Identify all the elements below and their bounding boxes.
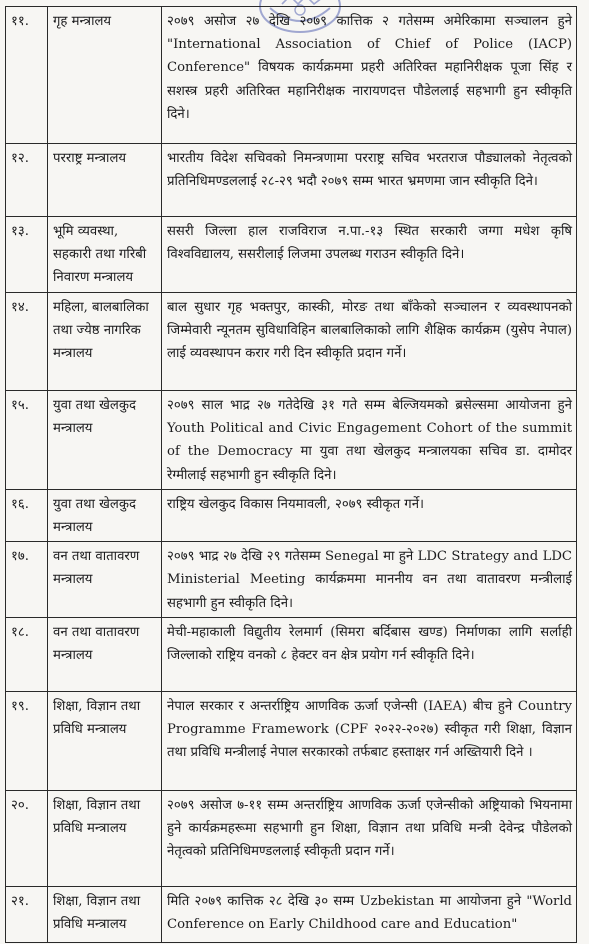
table-row: [6, 542, 577, 618]
table-row: [6, 790, 577, 886]
ministry-cell: वन तथा वातावरण मन्त्रालय: [48, 617, 162, 691]
decision-cell: २०७९ असोज ७-११ सम्म अन्तर्राष्ट्रिय आणविक ऊर्जा एजेन्सीको अष्ट्रियाको भियनामा हुने कार्यक्रमहरूमा सहभागी हुन शिक्षा, विज्ञान तथा प्रविधि मन्त्री देवेन्द्र पौडेलको नेतृत्वको प्रतिनिधिमण्डललाई स्वीकृती प्रदान गर्ने।: [162, 790, 577, 886]
table-row: [6, 489, 577, 541]
decision-cell: राष्ट्रिय खेलकुद विकास नियमावली, २०७९ स्वीकृत गर्ने।: [162, 489, 577, 541]
row-number: १४.: [6, 293, 48, 391]
decision-cell: नेपाल सरकार र अन्तर्राष्ट्रिय आणविक ऊर्जा एजेन्सी (IAEA) बीच हुने Country Programme Framework (CPF २०२२-२०२७) स्वीकृत गरी शिक्षा, विज्ञान तथा प्रविधि मन्त्रीलाई नेपाल सरकारको तर्फबाट हस्ताक्षर गर्न अख्तियारी दिने ।: [162, 691, 577, 790]
table-row: [6, 217, 577, 293]
decision-cell: ससरी जिल्ला हाल राजविराज न.पा.-१३ स्थित सरकारी जग्गा मधेश कृषि विश्वविद्यालय, ससरीलाई लिजमा उपलब्ध गराउन स्वीकृति दिने।: [162, 217, 577, 293]
ministry-cell: वन तथा वातावरण मन्त्रालय: [48, 542, 162, 618]
row-number: १८.: [6, 617, 48, 691]
row-number: १२.: [6, 144, 48, 217]
decision-cell: भारतीय विदेश सचिवको निमन्त्रणामा परराष्ट्र सचिव भरतराज पौड्यालको नेतृत्वको प्रतिनिधिमण्डललाई २८-२९ भदौ २०७९ सम्म भारत भ्रमणमा जान स्वीकृति दिने।: [162, 144, 577, 217]
row-number: १९.: [6, 691, 48, 790]
table-row: [6, 617, 577, 691]
ministry-cell: महिला, बालबालिका तथा ज्येष्ठ नागरिक मन्त्रालय: [48, 293, 162, 391]
decision-cell: मेची-महाकाली विद्युतीय रेलमार्ग (सिमरा बर्दिबास खण्ड) निर्माणका लागि सर्लाही जिल्लाको राष्ट्रिय वनको ८ हेक्टर वन क्षेत्र प्रयोग गर्न स्वीकृति दिने।: [162, 617, 577, 691]
decision-cell: २०७९ साल भाद्र २७ गतेदेखि ३१ गते सम्म बेल्जियमको ब्रसेल्समा आयोजना हुने Youth Political and Civic Engagement Cohort of the summit of the Democracy मा युवा तथा खेलकुद मन्त्रालयका सचिव डा. दामोदर रेग्मीलाई सहभागी हुन स्वीकृति दिने।: [162, 391, 577, 490]
table-row: [6, 144, 577, 217]
decision-cell: २०७९ भाद्र २७ देखि २९ गतेसम्म Senegal मा हुने LDC Strategy and LDC Ministerial Meeting कार्यक्रममा माननीय वन तथा वातावरण मन्त्रीलाई सहभागी हुन स्वीकृति दिने।: [162, 542, 577, 618]
ministry-cell: युवा तथा खेलकुद मन्त्रालय: [48, 391, 162, 490]
ministry-cell: शिक्षा, विज्ञान तथा प्रविधि मन्त्रालय: [48, 691, 162, 790]
ministry-cell: भूमि व्यवस्था, सहकारी तथा गरिबी निवारण मन्त्रालय: [48, 217, 162, 293]
row-number: १५.: [6, 391, 48, 490]
table-row: [6, 886, 577, 942]
ministry-cell: परराष्ट्र मन्त्रालय: [48, 144, 162, 217]
ministry-cell: शिक्षा, विज्ञान तथा प्रविधि मन्त्रालय: [48, 886, 162, 942]
decision-cell: बाल सुधार गृह भक्तपुर, कास्की, मोरङ तथा बाँकेको सञ्चालन र व्यवस्थापनको जिम्मेवारी न्यूनतम सुविधाविहिन बालबालिकाको लागि शैक्षिक कार्यक्रम (युसेप नेपाल) लाई व्यवस्थापन करार गरी दिन स्वीकृति प्रदान गर्ने।: [162, 293, 577, 391]
row-number: २१.: [6, 886, 48, 942]
row-number: १७.: [6, 542, 48, 618]
table-row: [6, 7, 577, 144]
cabinet-decisions-table: [5, 6, 577, 943]
row-number: १३.: [6, 217, 48, 293]
ministry-cell: युवा तथा खेलकुद मन्त्रालय: [48, 489, 162, 541]
row-number: ११.: [6, 7, 48, 144]
table-row: [6, 691, 577, 790]
row-number: १६.: [6, 489, 48, 541]
decision-cell: २०७९ असोज २७ देखि २०७९ कात्तिक २ गतेसम्म अमेरिकामा सञ्चालन हुने "International Association of Chief of Police (IACP) Conference" विषयक कार्यक्रममा प्रहरी अतिरिक्त महानिरीक्षक पूजा सिंह र सशस्त्र प्रहरी अतिरिक्त महानिरीक्षक नारायणदत्त पौडेललाई सहभागी हुन स्वीकृति दिने।: [162, 7, 577, 144]
table-row: [6, 391, 577, 490]
ministry-cell: शिक्षा, विज्ञान तथा प्रविधि मन्त्रालय: [48, 790, 162, 886]
ministry-cell: गृह मन्त्रालय: [48, 7, 162, 144]
row-number: २०.: [6, 790, 48, 886]
decision-cell: मिति २०७९ कात्तिक २८ देखि ३० सम्म Uzbekistan मा आयोजना हुने "World Conference on Early Childhood care and Education": [162, 886, 577, 942]
table-row: [6, 293, 577, 391]
